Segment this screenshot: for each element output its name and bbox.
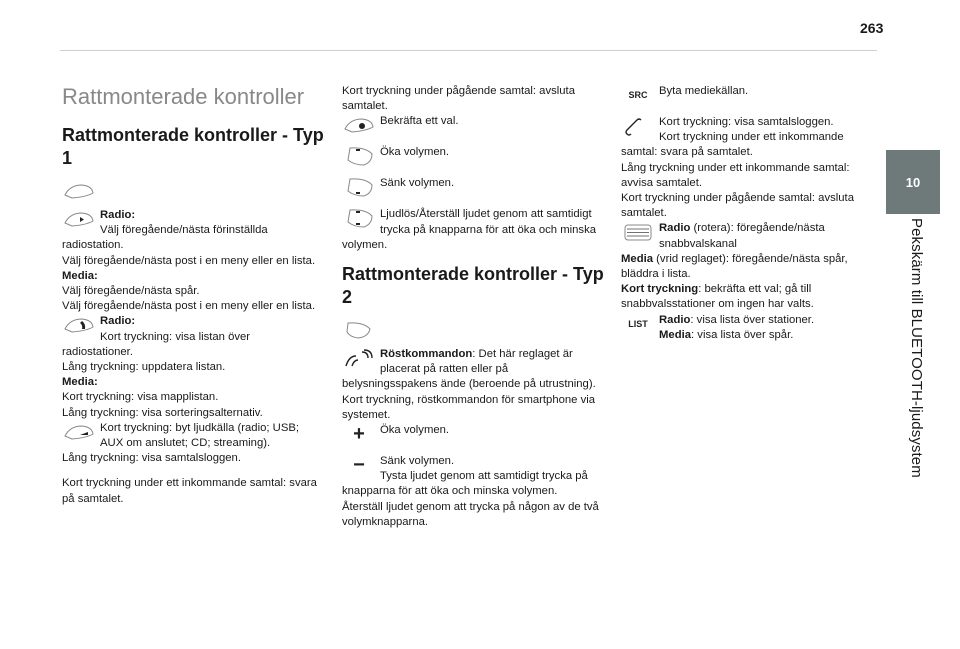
column-2 (342, 84, 604, 530)
steering-control-icon (62, 422, 96, 442)
block-phone: Kort tryckning: visa samtalsloggen. Kort tryckning under ett inkommande samtal: svara på samtalet. Lång tryckning under ett inkommande samtal: avvisa samtalet. Kort tryckning under pågående samtal: avsluta samtalet. (621, 116, 854, 220)
volume-control-icon (342, 177, 376, 197)
block-radio-media-1: Radio: Välj föregående/nästa förinställda radiostation. Välj föregående/nästa post i en meny eller en lista. Media: Välj föregående/nästa spår. Välj föregående/nästa post i en meny eller en lista. (62, 209, 316, 313)
column-3 (621, 84, 883, 343)
chapter-tab: 10 (886, 150, 940, 214)
block-volume-up: Öka volymen. (342, 145, 604, 166)
steering-control-icon (62, 209, 96, 229)
section-title-type2: Rattmonterade kontroller - Typ 2 (342, 264, 604, 308)
steering-control-icon (342, 320, 376, 340)
end-call-note: Kort tryckning under pågående samtal: avsluta samtalet. (342, 85, 575, 113)
block-source: Kort tryckning: byt ljudkälla (radio; USB; AUX om anslutet; CD; streaming). Lång tryckning: visa samtalsloggen. (62, 421, 300, 465)
src-icon: SRC (628, 90, 648, 100)
control-overview-2 (342, 319, 604, 347)
list-icon: LIST (628, 318, 648, 329)
steering-control-icon (342, 115, 376, 135)
block-list: LIST Radio: visa lista över stationer. Media: visa lista över spår. (621, 313, 883, 343)
control-overview (62, 180, 324, 208)
block-confirm: Bekräfta ett val. (342, 114, 604, 135)
voice-command-icon (342, 348, 376, 368)
page-number: 263 (860, 20, 884, 36)
block-volume-down: Sänk volymen. (342, 176, 604, 197)
scroll-wheel-icon (621, 222, 655, 242)
column-1 (62, 84, 324, 507)
block-mute: Ljudlös/Återställ ljudet genom att samtidigt trycka på knapparna för att öka och minska volymen. (342, 208, 597, 251)
steering-control-icon (62, 181, 96, 201)
block-volume-up-2: + Öka volymen. (342, 423, 604, 444)
side-title: Pekskärm till BLUETOOTH-ljudsystem (908, 218, 925, 478)
minus-icon: − (353, 454, 365, 477)
block-volume-down-2: − Sänk volymen. Tysta ljudet genom att samtidigt trycka på knapparna för att öka och minska volymen. Återställ ljudet genom att trycka på någon av de två volymknapparna. (342, 454, 599, 528)
block-dial: Radio (rotera): föregående/nästa snabbvalskanal Media (vrid reglaget): föregående/nästa spår, bläddra i lista. Kort tryckning: bekräfta ett val; gå till snabbvalsstationer om ingen har valts. (621, 222, 848, 311)
steering-control-icon (62, 315, 96, 335)
block-radio-media-2: Radio: Kort tryckning: visa listan över radiostationer. Lång tryckning: uppdatera listan. Media: Kort tryckning: visa mapplistan. Lång tryckning: visa sorteringsalternativ. (62, 315, 263, 419)
block-src: SRC Byta mediekällan. (621, 84, 883, 105)
volume-control-icon (342, 208, 376, 228)
volume-control-icon (342, 146, 376, 166)
block-voice: Röstkommandon: Det här reglaget är placerat på ratten eller på belysningsspakens ände (beroende på utrustning). Kort tryckning, röstkommandon för smartphone via systemet. (342, 348, 596, 421)
section-title-type1: Rattmonterade kontroller - Typ 1 (62, 125, 324, 168)
phone-icon (621, 116, 655, 136)
header-rule (60, 50, 877, 51)
page-title: Rattmonterade kontroller (62, 84, 305, 109)
incoming-call-note: Kort tryckning under ett inkommande samtal: svara på samtalet. (62, 477, 317, 505)
plus-icon: + (353, 423, 365, 446)
